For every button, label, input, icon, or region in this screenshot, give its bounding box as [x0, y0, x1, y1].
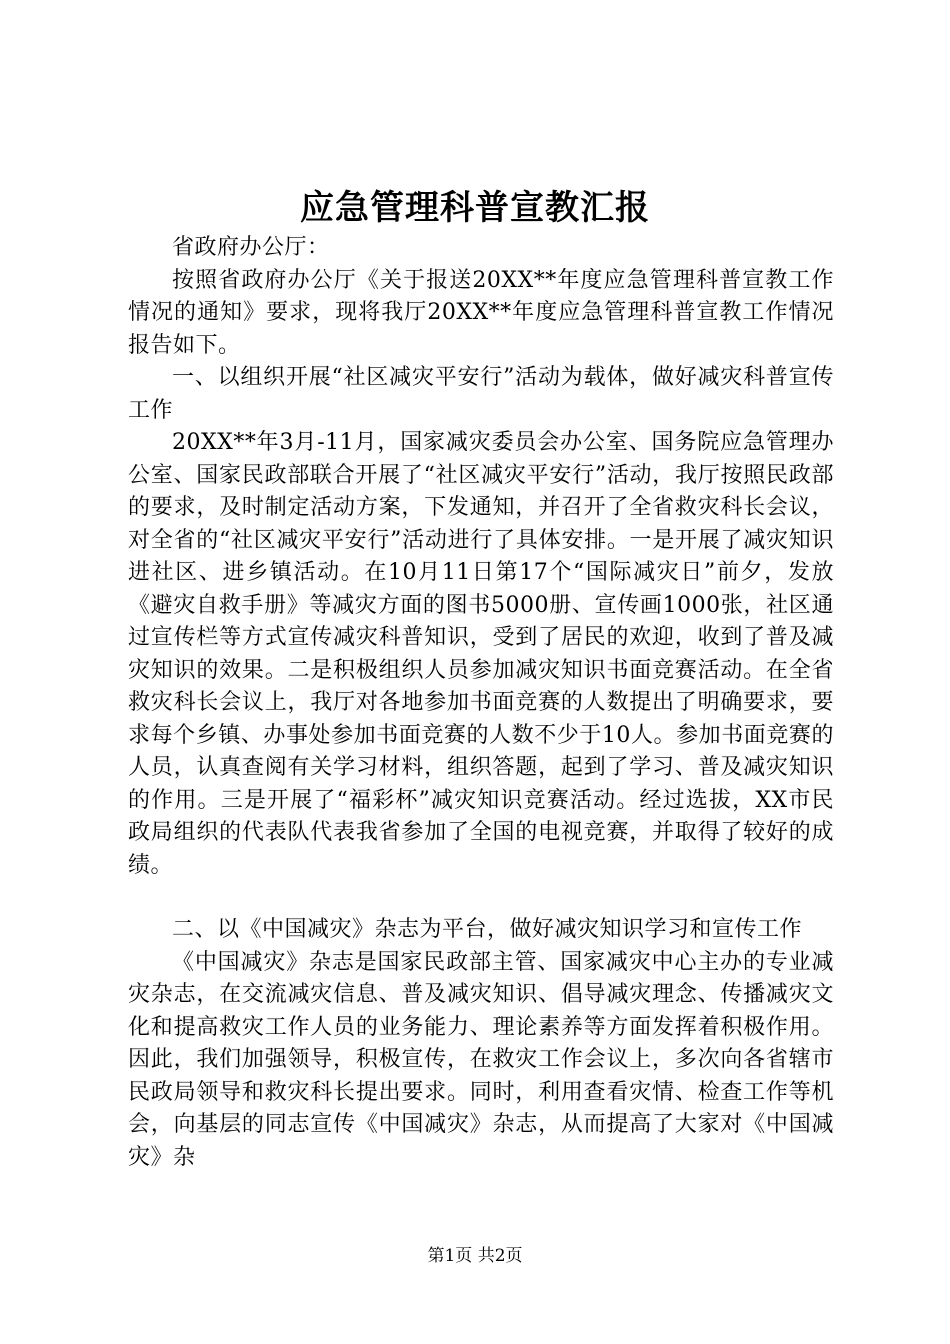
body-paragraph: 按照省政府办公厅《关于报送20XX**年度应急管理科普宣教工作情况的通知》要求，现将我厅20XX**年度应急管理科普宣教工作情况报告如下。	[128, 267, 834, 358]
page-number-footer: 第1页 共2页	[427, 1246, 523, 1266]
section-heading: 二、以《中国减灾》杂志为平台，做好减灾知识学习和宣传工作	[172, 917, 803, 942]
body-paragraph: 《中国减灾》杂志是国家民政部主管、国家减灾中心主办的专业减灾杂志，在交流减灾信息、普及减灾知识、倡导减灾理念、传播减灾文化和提高救灾工作人员的业务能力、理论素养等方面发挥着积极作用。因此，我们加强领导，积极宣传，在救灾工作会议上，多次向各省辖市民政局领导和救灾科长提出要求。同时，利用查看灾情、检查工作等机会，向基层的同志宣传《中国减灾》杂志，从而提高了大家对《中国减灾》杂	[128, 949, 834, 1170]
document-title: 应急管理科普宣教汇报	[300, 188, 650, 228]
document-body	[128, 232, 834, 1174]
section-heading: 一、以组织开展“社区减灾平安行”活动为载体，做好减灾科普宣传工作	[128, 365, 834, 423]
body-paragraph: 20XX**年3月-11月，国家减灾委员会办公室、国务院应急管理办公室、国家民政部联合开展了“社区减灾平安行”活动，我厅按照民政部的要求，及时制定活动方案，下发通知，并召开了全省救灾科长会议，对全省的“社区减灾平安行”活动进行了具体安排。一是开展了减灾知识进社区、进乡镇活动。在10月11日第17个“国际减灾日”前夕，发放《避灾自救手册》等减灾方面的图书5000册、宣传画1000张，社区通过宣传栏等方式宣传减灾科普知识，受到了居民的欢迎，收到了普及减灾知识的效果。二是积极组织人员参加减灾知识书面竞赛活动。在全省救灾科长会议上，我厅对各地参加书面竞赛的人数提出了明确要求，要求每个乡镇、办事处参加书面竞赛的人数不少于10人。参加书面竞赛的人员，认真查阅有关学习材料，组织答题，起到了学习、普及减灾知识的作用。三是开展了“福彩杯”减灾知识竞赛活动。经过选拔，XX市民政局组织的代表队代表我省参加了全国的电视竞赛，并取得了较好的成绩。	[128, 430, 834, 878]
salutation: 省政府办公厅：	[172, 235, 330, 260]
